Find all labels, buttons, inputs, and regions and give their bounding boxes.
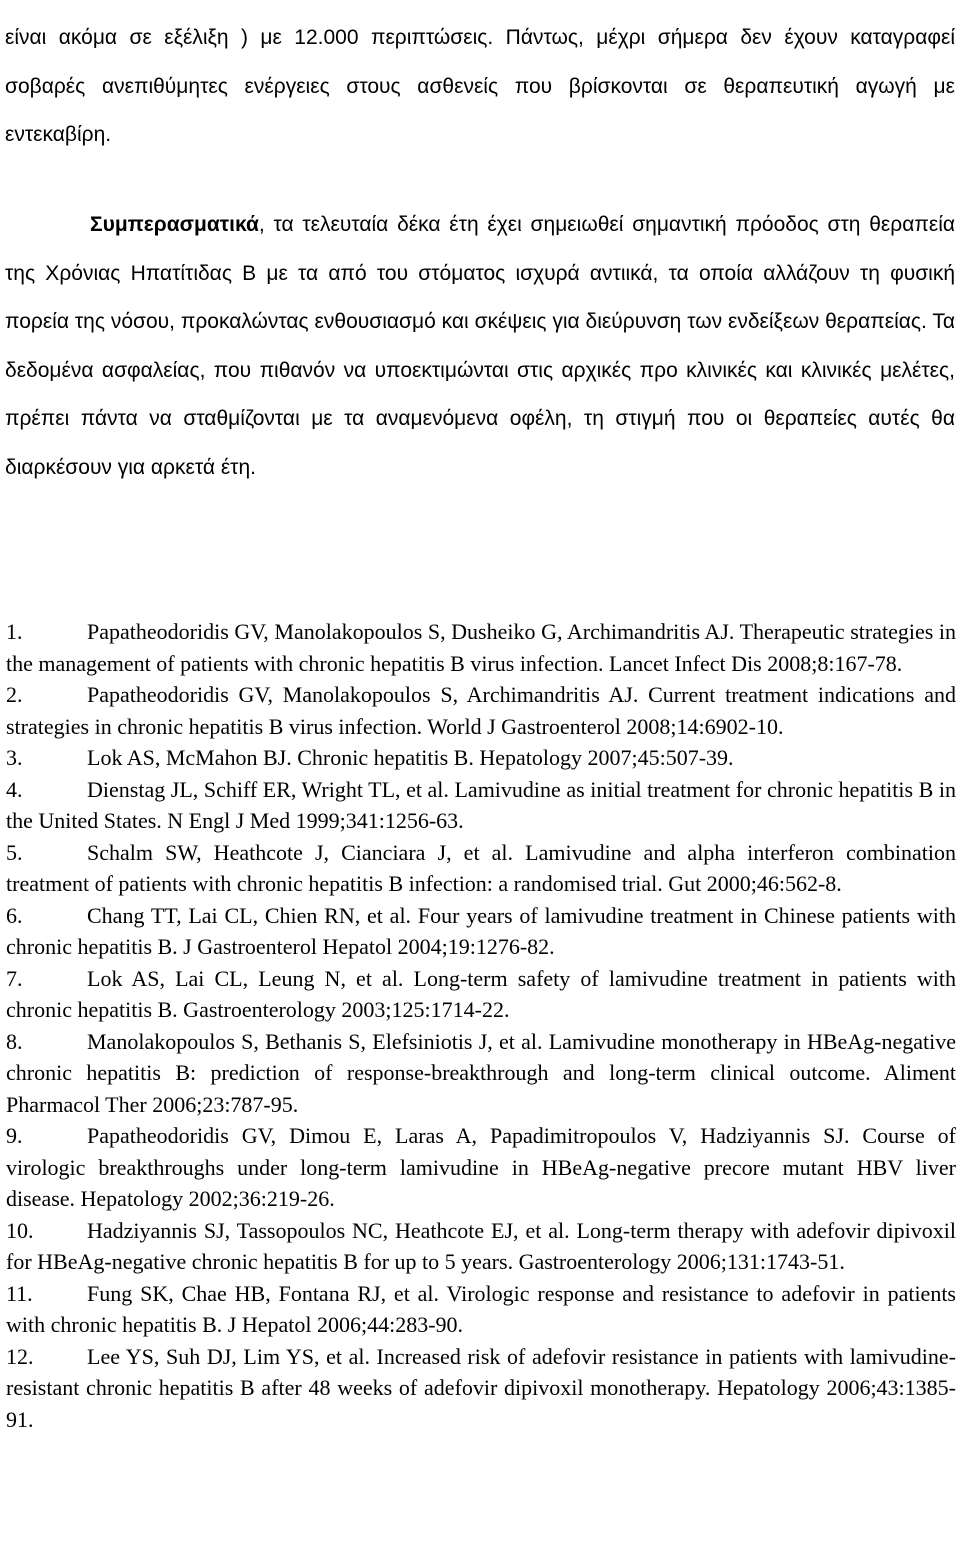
reference-item <box>6 1120 956 1215</box>
reference-item <box>6 1341 956 1436</box>
reference-text: Lok AS, McMahon BJ. Chronic hepatitis B. Hepatology 2007;45:507-39. <box>87 745 734 770</box>
reference-text: Papatheodoridis GV, Manolakopoulos S, Archimandritis AJ. Current treatment indications and strategies in chronic hepatitis B virus infection. World J Gastroenterol 2008;14:6902-10. <box>6 682 956 739</box>
reference-text: Papatheodoridis GV, Dimou E, Laras A, Papadimitropoulos V, Hadziyannis SJ. Course of virologic breakthroughs under long-term lamivudine in HBeAg-negative precore mutant HBV liver disease. Hepatology 2002;36:219-26. <box>6 1123 956 1211</box>
reference-item <box>6 1026 956 1121</box>
reference-number: 12. <box>6 1343 34 1369</box>
reference-text: Fung SK, Chae HB, Fontana RJ, et al. Virologic response and resistance to adefovir in patients with chronic hepatitis B. J Hepatol 2006;44:283-90. <box>6 1280 956 1337</box>
reference-number: 8. <box>6 1028 23 1054</box>
reference-text: Schalm SW, Heathcote J, Cianciara J, et al. Lamivudine and alpha interferon combination treatment of patients with chronic hepatitis B infection: a randomised trial. Gut 2000;46:562-8. <box>6 839 956 896</box>
reference-item <box>6 679 956 742</box>
reference-number: 3. <box>6 745 23 770</box>
reference-number: 4. <box>6 776 23 802</box>
conclusion-paragraph <box>5 201 955 492</box>
conclusion-text: , τα τελευταία δέκα έτη έχει σημειωθεί σημαντική πρόοδος στη θεραπεία της Χρόνιας Ηπατίτιδας Β με τα από του στόματος ισχυρά αντιικά, τα οποία αλλάζουν τη φυσική πορεία της νόσου, προκαλώντας ενθουσιασμό και σκέψεις για διεύρυνση των ενδείξεων θεραπείας. Τα δεδομένα ασφαλείας, που πιθανόν να υποεκτιμώνται στις αρχικές προ κλινικές και κλινικές μελέτες, πρέπει πάντα να σταθμίζονται με τα αναμενόμενα οφέλη, τη στιγμή που οι θεραπείες αυτές θα διαρκέσουν για αρκετά έτη. <box>5 213 955 479</box>
reference-text: Manolakopoulos S, Bethanis S, Elefsiniotis J, et al. Lamivudine monotherapy in HBeAg-negative chronic hepatitis B: prediction of response-breakthrough and long-term clinical outcome. Aliment Pharmacol Ther 2006;23:787-95. <box>6 1028 956 1117</box>
reference-number: 10. <box>6 1217 34 1243</box>
reference-item <box>6 963 956 1026</box>
reference-number: 7. <box>6 965 23 991</box>
reference-item <box>6 900 956 963</box>
reference-text: Lee YS, Suh DJ, Lim YS, et al. Increased risk of adefovir resistance in patients with lamivudine-resistant chronic hepatitis B after 48 weeks of adefovir dipivoxil monotherapy. Hepatology 2006;43:1385-91. <box>6 1343 956 1432</box>
reference-text: Papatheodoridis GV, Manolakopoulos S, Dusheiko G, Archimandritis AJ. Therapeutic strategies in the management of patients with chronic hepatitis B virus infection. Lancet Infect Dis 2008;8:167-78. <box>6 619 956 676</box>
reference-number: 1. <box>6 619 23 644</box>
reference-number: 2. <box>6 682 23 707</box>
reference-item <box>6 774 956 837</box>
reference-number: 6. <box>6 902 23 928</box>
reference-item <box>6 1278 956 1341</box>
reference-number: 9. <box>6 1123 23 1148</box>
reference-item <box>6 616 956 679</box>
intro-text: είναι ακόμα σε εξέλιξη ) με 12.000 περιπτώσεις. Πάντως, μέχρι σήμερα δεν έχουν καταγραφεί σοβαρές ανεπιθύμητες ενέργειες στους ασθενείς που βρίσκονται σε θεραπευτική αγωγή με εντεκαβίρη. <box>5 26 955 146</box>
reference-text: Lok AS, Lai CL, Leung N, et al. Long-term safety of lamivudine treatment in patients with chronic hepatitis B. Gastroenterology 2003;125:1714-22. <box>6 965 956 1022</box>
reference-text: Dienstag JL, Schiff ER, Wright TL, et al. Lamivudine as initial treatment for chronic hepatitis B in the United States. N Engl J Med 1999;341:1256-63. <box>6 776 956 833</box>
reference-item <box>6 1215 956 1278</box>
reference-text: Hadziyannis SJ, Tassopoulos NC, Heathcote EJ, et al. Long-term therapy with adefovir dipivoxil for HBeAg-negative chronic hepatitis B for up to 5 years. Gastroenterology 2006;131:1743-51. <box>6 1217 956 1274</box>
reference-number: 11. <box>6 1280 33 1306</box>
conclusion-lead: Συμπερασματικά <box>90 213 259 236</box>
reference-item <box>6 837 956 900</box>
reference-item <box>6 742 956 774</box>
reference-number: 5. <box>6 839 23 865</box>
reference-text: Chang TT, Lai CL, Chien RN, et al. Four years of lamivudine treatment in Chinese patients with chronic hepatitis B. J Gastroenterol Hepatol 2004;19:1276-82. <box>6 902 956 959</box>
intro-paragraph <box>5 14 955 160</box>
references-list <box>6 616 956 1435</box>
